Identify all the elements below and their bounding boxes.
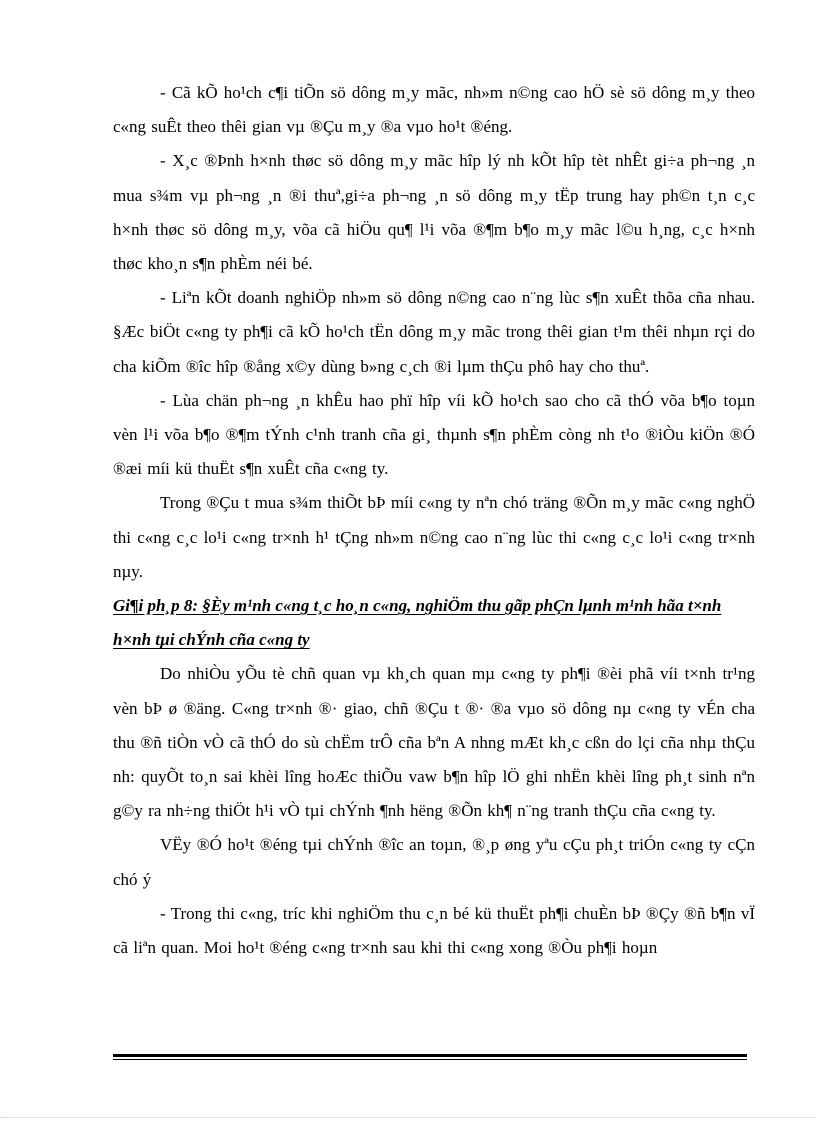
paragraph-financial-safety: VËy ®Ó ho¹t ®éng tµi chÝnh ®îc an toµn, ®¸p øng yªu cÇu ph¸t triÓn c«ng ty cÇn chó ý <box>113 835 755 889</box>
footer-rule-thick <box>113 1054 747 1057</box>
page-body <box>113 76 755 965</box>
paragraph-capital-stagnation: Do nhiÒu yÕu tè chñ quan vµ kh¸ch quan mµ c«ng ty ph¶i ®èi phã víi t×nh tr¹ng vèn bÞ ø ®äng. C«ng tr×nh ®· giao, chñ ®Çu t ®· ®a vµo sö dông nµ c«ng ty vÉn cha thu ®ñ tiÒn vÒ cã thÓ do sù chËm trÔ cña bªn A nhng mÆt kh¸c cßn do lçi cña nhµ thÇu nh: quyÕt to¸n sai khèi lîng hoÆc thiÕu vaw b¶n hîp lÖ ghi nhËn khèi lîng ph¸t sinh nªn g©y ra nh÷ng thiÖt h¹i vÒ tµi chÝnh ¶nh hëng ®Õn kh¶ n¨ng tranh thÇu cña c«ng ty. <box>113 664 755 821</box>
paragraph-business-linkage: - Liªn kÕt doanh nghiÖp nh»m sö dông n©ng cao n¨ng lùc s¶n xuÊt thõa cña nhau. §Æc biÖt c«ng ty ph¶i cã kÕ ho¹ch tËn dông m¸y mãc trong thêi gian t¹m thêi nhµn rçi do cha kiÕm ®îc hîp ®ång x©y dùng b»ng c¸ch ®i lµm thÇu phô hay cho thuª. <box>113 288 755 376</box>
paragraph-machine-usage-form: - X¸c ®Þnh h×nh thøc sö dông m¸y mãc hîp lý nh kÕt hîp tèt nhÊt gi÷a ph¬ng ¸n mua s¾m vµ ph¬ng ¸n ®i thuª,gi÷a ph¬ng ¸n sö dông m¸y tËp trung hay ph©n t¸n c¸c h×nh thøc sö dông m¸y, võa cã hiÖu qu¶ l¹i võa ®¶m b¶o m¸y mãc l©u h¸ng, c¸c h×nh thøc kho¸n s¶n phÈm néi bé. <box>113 151 755 274</box>
section-heading-solution-8: Gi¶i ph¸p 8: §Èy m¹nh c«ng t¸c ho¸n c«ng, nghiÖm thu gãp phÇn lµnh m¹nh hãa t×nh h×nh tµi chÝnh cña c«ng ty <box>113 596 722 650</box>
paragraph-depreciation-method: - Lùa chän ph¬ng ¸n khÊu hao phï hîp víi kÕ ho¹ch sao cho cã thÓ võa b¶o toµn vèn l¹i võa b¶o ®¶m tÝnh c¹nh tranh cña gi¸ thµnh s¶n phÈm còng nh t¹o ®iÒu kiÖn ®Ó ®æi míi kü thuËt s¶n xuÊt cña c«ng ty. <box>113 390 755 479</box>
paragraph-machine-improvement: - Cã kÕ ho¹ch c¶i tiÕn sö dông m¸y mãc, nh»m n©ng cao hÖ sè sö dông m¸y theo c«ng suÊt theo thêi gian vµ ®Çu m¸y ®a vµo ho¹t ®éng. <box>113 83 755 137</box>
paragraph-new-equipment-investment: Trong ®Çu t mua s¾m thiÕt bÞ míi c«ng ty nªn chó träng ®Õn m¸y mãc c«ng nghÖ thi c«ng c¸c lo¹i c«ng tr×nh h¹ tÇng nh»m n©ng cao n¨ng lùc thi c«ng c¸c lo¹i c«ng tr×nh nµy. <box>113 493 755 581</box>
footer-rule-thin <box>113 1059 747 1060</box>
paragraph-acceptance-preparation: - Trong thi c«ng, tríc khi nghiÖm thu c¸n bé kü thuËt ph¶i chuÈn bÞ ®Çy ®ñ b¶n vÏ cã liªn quan. Moi ho¹t ®éng c«ng tr×nh sau khi thi c«ng xong ®Òu ph¶i hoµn <box>113 903 755 958</box>
page-bottom-dotted-border <box>0 1117 816 1118</box>
